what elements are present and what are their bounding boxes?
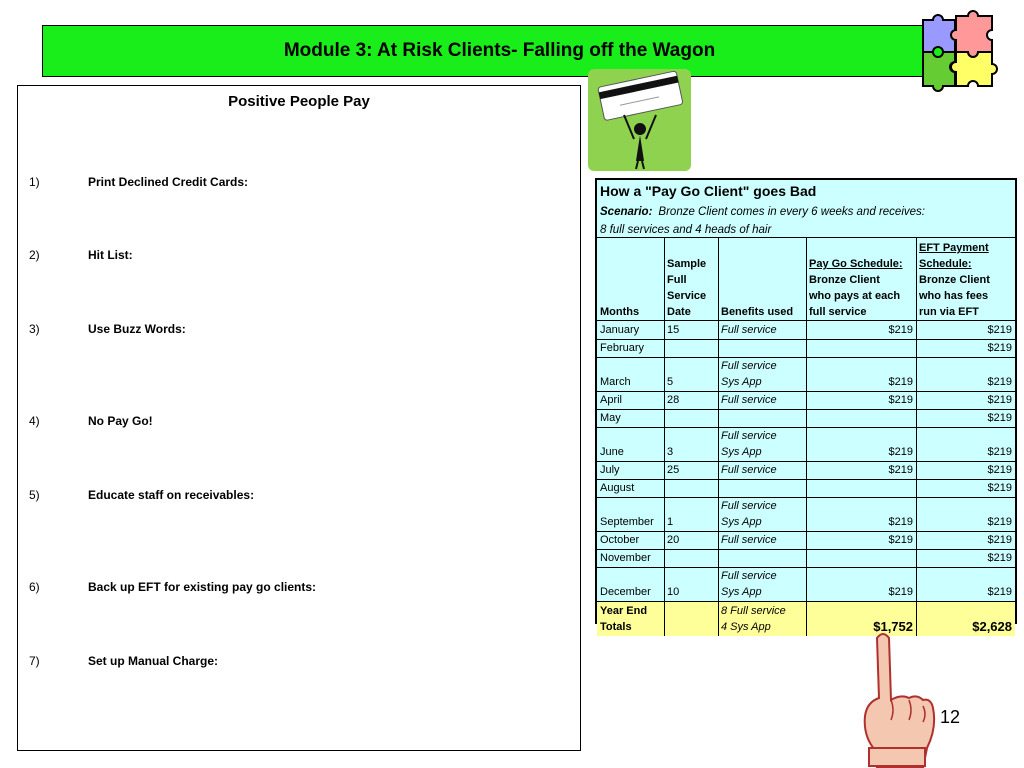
totals-benefits: 8 Full service	[721, 605, 786, 617]
table-cell-benefits: Sys App	[721, 376, 762, 388]
step-label: Hit List:	[88, 248, 133, 262]
table-cell-eft: $219	[987, 464, 1012, 476]
table-cell-month: May	[600, 412, 621, 424]
column-header-benefits: Benefits used	[721, 306, 794, 318]
table-cell-eft: $219	[987, 552, 1012, 564]
column-header-months: Months	[600, 306, 640, 318]
table-cell-date: 20	[667, 534, 680, 546]
raised-finger-hand-icon	[855, 630, 937, 768]
table-cell-benefits: Full service	[721, 360, 777, 372]
scenario-line	[600, 206, 925, 218]
table-cell-benefits: Full service	[721, 570, 777, 582]
table-cell-eft: $219	[987, 534, 1012, 546]
table-cell-benefits: Full service	[721, 394, 777, 406]
step-label: Use Buzz Words:	[88, 322, 186, 336]
table-cell-eft: $219	[987, 482, 1012, 494]
column-header-eft: Bronze Client	[919, 274, 990, 286]
totals-paygo: $1,752	[873, 619, 913, 634]
table-cell-month: November	[600, 552, 651, 564]
pay-go-comparison-table	[595, 178, 1017, 634]
table-cell-benefits: Full service	[721, 430, 777, 442]
table-cell-date: 15	[667, 324, 680, 336]
table-cell-date: 25	[667, 464, 680, 476]
table-cell-benefits: Full service	[721, 500, 777, 512]
totals-label: Totals	[600, 621, 632, 633]
table-cell-paygo: $219	[888, 464, 913, 476]
totals-label: Year End	[600, 605, 648, 617]
panel-title: Positive People Pay	[228, 93, 370, 110]
table-cell-benefits: Full service	[721, 464, 777, 476]
column-header-date: Sample	[667, 258, 707, 270]
step-label: Print Declined Credit Cards:	[88, 175, 249, 189]
table-cell-date: 1	[667, 516, 674, 528]
column-header-paygo: full service	[809, 306, 867, 318]
column-header-date: Service	[667, 290, 707, 302]
table-cell-date: 3	[667, 446, 674, 458]
totals-benefits: 4 Sys App	[721, 621, 771, 633]
table-cell-paygo: $219	[888, 376, 913, 388]
module-title: Module 3: At Risk Clients- Falling off the Wagon	[283, 40, 716, 61]
table-cell-eft: $219	[987, 394, 1012, 406]
column-header-eft: run via EFT	[919, 306, 979, 318]
table-title: How a "Pay Go Client" goes Bad	[600, 183, 817, 199]
step-label: No Pay Go!	[88, 414, 153, 428]
table-cell-benefits: Sys App	[721, 516, 762, 528]
table-grid-line	[718, 237, 719, 636]
table-cell-benefits: Full service	[721, 324, 777, 336]
table-cell-date: 10	[667, 586, 680, 598]
table-cell-paygo: $219	[888, 516, 913, 528]
table-cell-benefits: Full service	[721, 534, 777, 546]
scenario-line-2: 8 full services and 4 heads of hair	[600, 224, 772, 236]
column-header-date: Full	[667, 274, 687, 286]
table-cell-eft: $219	[987, 412, 1012, 424]
step-label: Set up Manual Charge:	[88, 654, 219, 668]
table-cell-eft: $219	[987, 446, 1012, 458]
step-number: 3)	[29, 322, 40, 336]
table-cell-month: July	[600, 464, 620, 476]
positive-people-pay-panel	[17, 85, 581, 751]
step-number: 6)	[29, 580, 40, 594]
column-header-paygo: who pays at each	[809, 290, 901, 302]
table-cell-date: 5	[667, 376, 674, 388]
step-number: 5)	[29, 488, 40, 502]
table-grid-line	[916, 237, 917, 636]
column-header-eft: who has fees	[919, 290, 989, 302]
table-cell-benefits: Sys App	[721, 586, 762, 598]
table-cell-paygo: $219	[888, 324, 913, 336]
totals-eft: $2,628	[972, 619, 1012, 634]
column-header-paygo: Pay Go Schedule:	[809, 258, 903, 270]
table-cell-month: October	[600, 534, 640, 546]
table-cell-eft: $219	[987, 516, 1012, 528]
table-cell-month: December	[600, 586, 651, 598]
table-cell-month: September	[600, 516, 654, 528]
table-grid-line	[664, 237, 665, 636]
column-header-date: Date	[667, 306, 691, 318]
column-header-eft: Schedule:	[919, 258, 972, 270]
column-header-paygo: Bronze Client	[809, 274, 880, 286]
table-cell-month: June	[600, 446, 624, 458]
step-label: Educate staff on receivables:	[88, 488, 255, 502]
credit-card-icon	[588, 69, 691, 171]
table-cell-paygo: $219	[888, 586, 913, 598]
table-cell-month: February	[600, 342, 645, 354]
table-cell-month: April	[600, 394, 623, 406]
step-number: 7)	[29, 654, 40, 668]
table-cell-date: 28	[667, 394, 680, 406]
column-header-eft: EFT Payment	[919, 242, 989, 254]
page-number: 12	[940, 707, 961, 727]
table-cell-paygo: $219	[888, 446, 913, 458]
scenario-text: Bronze Client comes in every 6 weeks and receives:	[658, 206, 925, 218]
table-cell-eft: $219	[987, 586, 1012, 598]
step-number: 2)	[29, 248, 40, 262]
step-number: 1)	[29, 175, 40, 189]
step-number: 4)	[29, 414, 40, 428]
step-label: Back up EFT for existing pay go clients:	[88, 580, 317, 594]
table-grid-line	[806, 237, 807, 636]
table-cell-paygo: $219	[888, 534, 913, 546]
table-cell-eft: $219	[987, 376, 1012, 388]
table-cell-paygo: $219	[888, 394, 913, 406]
table-cell-eft: $219	[987, 342, 1012, 354]
table-cell-benefits: Sys App	[721, 446, 762, 458]
table-cell-month: March	[600, 376, 631, 388]
table-cell-eft: $219	[987, 324, 1012, 336]
scenario-label: Scenario:	[600, 206, 653, 218]
table-cell-month: August	[600, 482, 635, 494]
module-title-bar	[42, 25, 957, 77]
woman-holding-card-illustration	[588, 69, 691, 171]
table-cell-month: January	[600, 324, 640, 336]
puzzle-pieces-icon	[918, 10, 1002, 96]
